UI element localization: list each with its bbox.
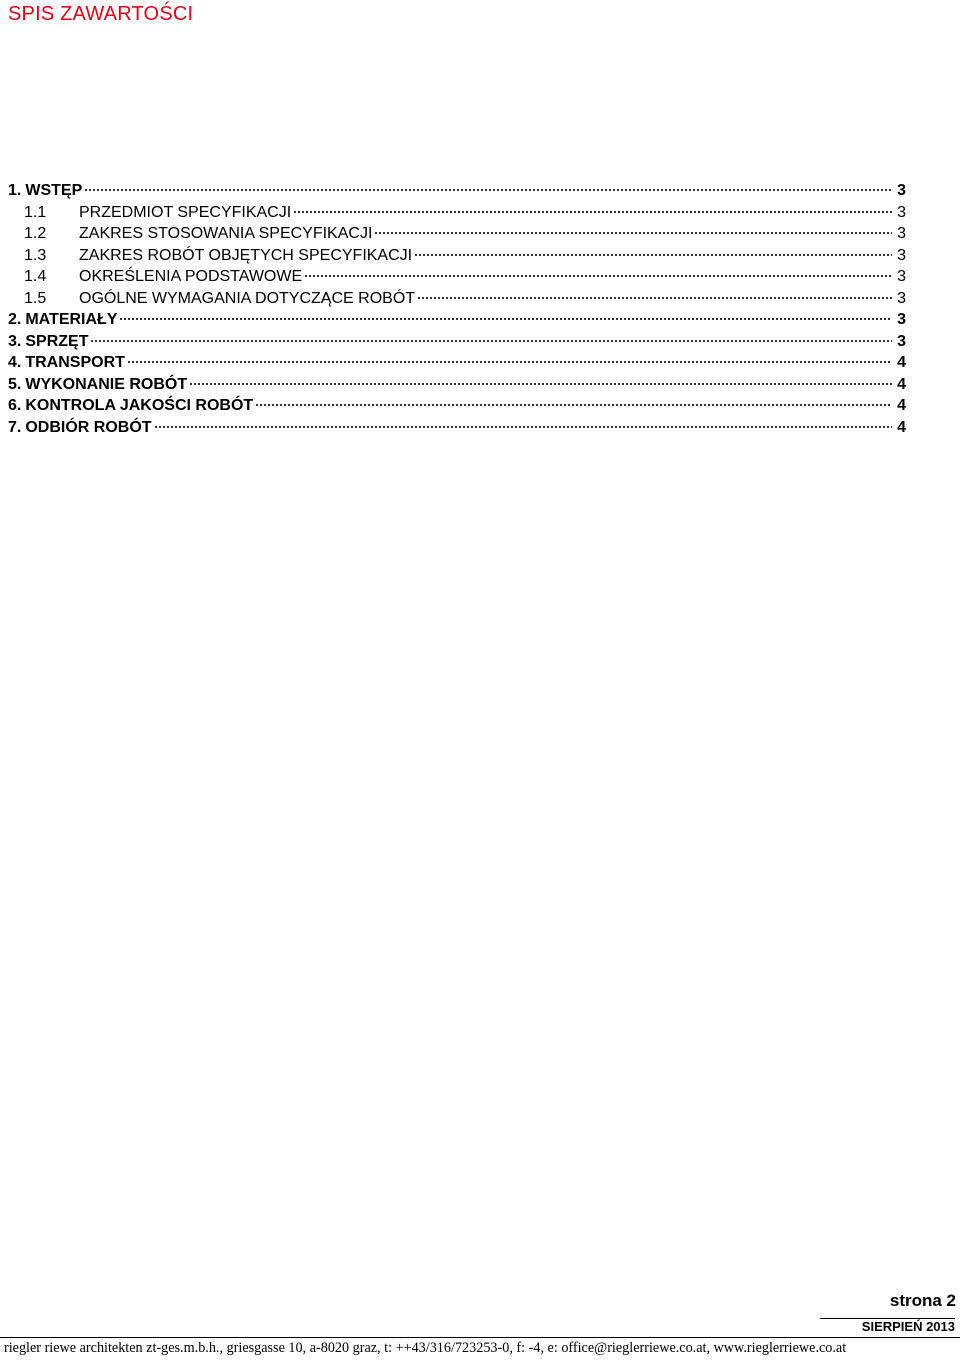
toc-entry-1-1[interactable] [8,204,906,226]
toc-dot-leader [255,403,892,407]
toc-entry-number: 1.3 [24,246,47,264]
toc-entry-page: 4 [897,397,906,414]
toc-entry-title: PRZEDMIOT SPECYFIKACJI [79,203,292,221]
toc-entry-page: 3 [897,311,906,328]
toc-entry-number: 1.2 [24,225,47,242]
toc-entry-1[interactable] [8,182,906,204]
toc-entry-title: ZAKRES STOSOWANIA SPECYFIKACJI [79,225,373,242]
toc-entry-1-3[interactable] [8,247,906,269]
toc-entry-2[interactable] [8,311,906,333]
toc-dot-leader [374,231,892,235]
toc-entry-page: 3 [897,225,906,242]
toc-entry-title: ZAKRES ROBÓT OBJĘTYCH SPECYFIKACJI [79,246,413,264]
toc-entry-page: 3 [897,203,906,221]
toc-entry-1-5[interactable] [8,290,906,312]
toc-entry-page: 3 [897,246,906,264]
toc-entry-title: MATERIAŁY [25,311,118,328]
toc-entry-title: TRANSPORT [25,354,125,371]
toc-entry-title: KONTROLA JAKOŚCI ROBÓT [25,397,254,414]
toc-entry-page: 3 [897,182,906,199]
toc-entry-number: 1.1 [24,203,47,221]
toc-entry-page: 4 [897,354,906,371]
toc-entry-page: 3 [897,268,906,285]
toc-entry-number: 6. [8,397,22,414]
toc-entry-6[interactable] [8,397,906,419]
footer-divider [0,1337,960,1338]
toc-entry-number: 7. [8,418,22,436]
toc-dot-leader [189,382,892,386]
toc-entry-number: 4. [8,354,22,371]
toc-dot-leader [119,317,892,321]
toc-entry-number: 1. [8,182,22,199]
toc-dot-leader [154,425,892,429]
toc-entry-title: OKREŚLENIA PODSTAWOWE [79,268,303,285]
toc-entry-number: 1.4 [24,268,47,285]
toc-entry-3[interactable] [8,333,906,355]
page-number: strona 2 [889,1291,956,1310]
toc-entry-1-2[interactable] [8,225,906,247]
toc-entry-4[interactable] [8,354,906,376]
footer-date: SIERPIEŃ 2013 [861,1319,955,1334]
toc-entry-title: ODBIÓR ROBÓT [25,418,152,436]
toc-entry-title: WSTĘP [25,182,83,199]
document-title: SPIS ZAWARTOŚCI [8,3,194,25]
toc-entry-1-4[interactable] [8,268,906,290]
toc-entry-7[interactable] [8,419,906,441]
toc-entry-page: 3 [897,332,906,350]
toc-dot-leader [84,188,892,192]
toc-entry-5[interactable] [8,376,906,398]
table-of-contents [8,182,906,440]
toc-entry-number: 3. [8,332,22,350]
toc-entry-number: 5. [8,375,22,393]
toc-entry-number: 2. [8,311,22,328]
toc-dot-leader [293,210,892,214]
toc-entry-title: OGÓLNE WYMAGANIA DOTYCZĄCE ROBÓT [79,289,416,307]
toc-dot-leader [304,274,892,278]
toc-entry-page: 3 [897,289,906,307]
toc-dot-leader [90,339,892,343]
toc-dot-leader [417,296,892,300]
toc-entry-title: WYKONANIE ROBÓT [25,375,188,393]
footer-address: riegler riewe architekten zt-ges.m.b.h., griesgasse 10, a-8020 graz, t: ++43/316/723253-0, f: -4, e: office@rieglerriewe.co.at, www.rieglerriewe.co.at [4,1340,847,1356]
toc-dot-leader [414,253,892,257]
toc-dot-leader [127,360,892,364]
toc-entry-page: 4 [897,418,906,436]
toc-entry-page: 4 [897,375,906,393]
toc-entry-number: 1.5 [24,289,47,307]
toc-entry-title: SPRZĘT [25,332,89,350]
